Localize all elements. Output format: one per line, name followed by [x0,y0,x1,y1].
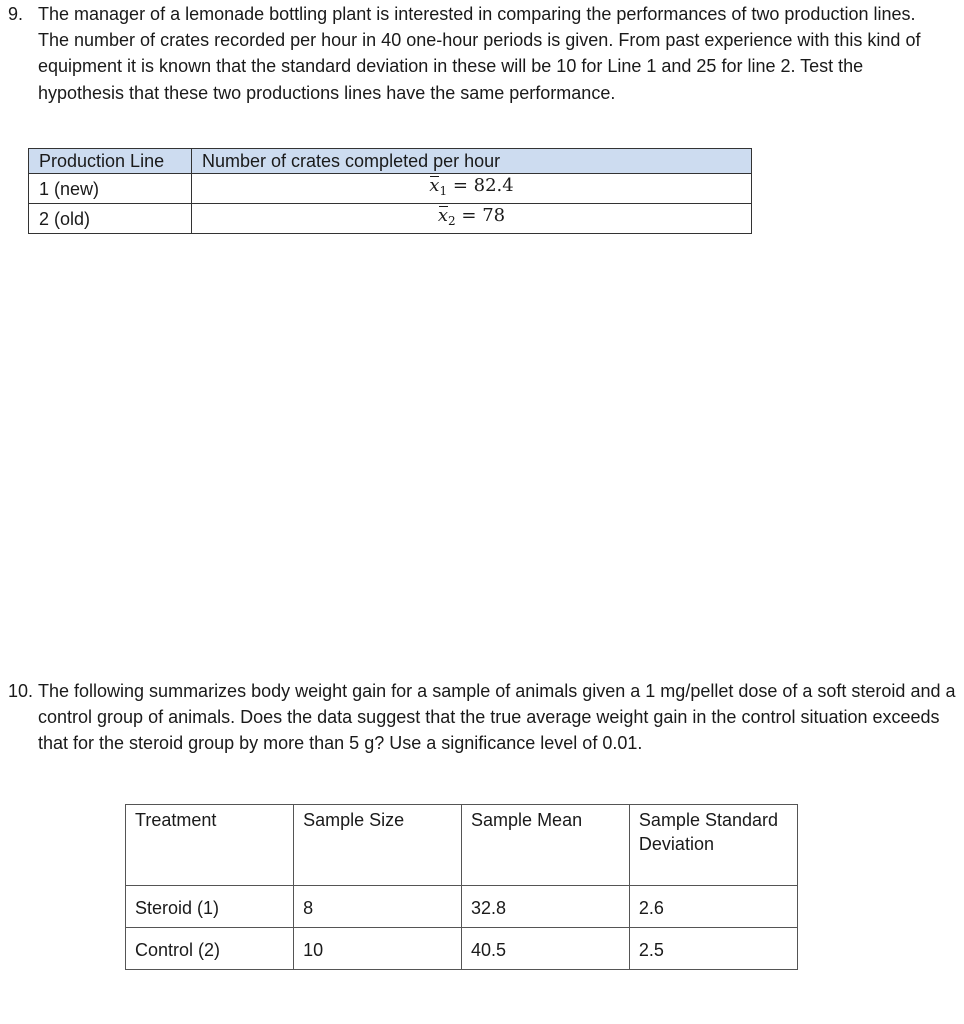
header-cell: Treatment [126,805,294,886]
table-header-row [126,805,798,886]
question-9 [8,1,948,106]
sample-mean-cell [192,204,752,234]
question-text: The manager of a lemonade bottling plant is interested in comparing the performances of two production lines. The number of crates recorded per hour in 40 one-hour periods is given. From past experience with this kind of equipment it is known that the standard deviation in these will be 10 for Line 1 and 25 for line 2. Test the hypothesis that these two productions lines have the same performance. [38,4,921,103]
sample-size-cell: 8 [294,886,462,928]
mean-value: = 78 [455,205,506,226]
subscript: 2 [448,214,456,228]
question-text: The following summarizes body weight gain for a sample of animals given a 1 mg/pellet dose of a soft steroid and a control group of animals. Does the data suggest that the true average weight gain in the control situation exceeds that for the steroid group by more than 5 g? Use a significance level of 0.01. [38,681,956,754]
treatment-cell: Steroid (1) [126,886,294,928]
mean-symbol: x [437,205,449,226]
header-cell: Sample Size [294,805,462,886]
table-row [126,886,798,928]
production-line-cell: 1 (new) [29,174,192,204]
production-line-cell: 2 (old) [29,204,192,234]
weight-gain-table [125,804,798,970]
sample-mean-cell: 40.5 [462,928,630,970]
question-number: 9. [8,4,24,24]
mean-symbol: x [429,175,440,196]
subscript: 1 [439,184,448,198]
question-10 [8,678,958,757]
sample-mean-cell [192,174,752,204]
treatment-cell: Control (2) [126,928,294,970]
mean-value: = 82.4 [447,175,514,196]
sample-mean-cell: 32.8 [462,886,630,928]
header-cell: Sample Mean [462,805,630,886]
sample-sd-cell: 2.6 [629,886,797,928]
question-number: 10. [8,681,34,701]
sample-sd-cell: 2.5 [629,928,797,970]
table-row [126,928,798,970]
table-row [29,204,752,234]
header-cell: Production Line [29,149,192,174]
header-cell: Sample Standard Deviation [629,805,797,886]
sample-size-cell: 10 [294,928,462,970]
table-row [29,174,752,204]
header-cell: Number of crates completed per hour [192,149,752,174]
production-line-table [28,148,752,234]
table-header-row [29,149,752,174]
